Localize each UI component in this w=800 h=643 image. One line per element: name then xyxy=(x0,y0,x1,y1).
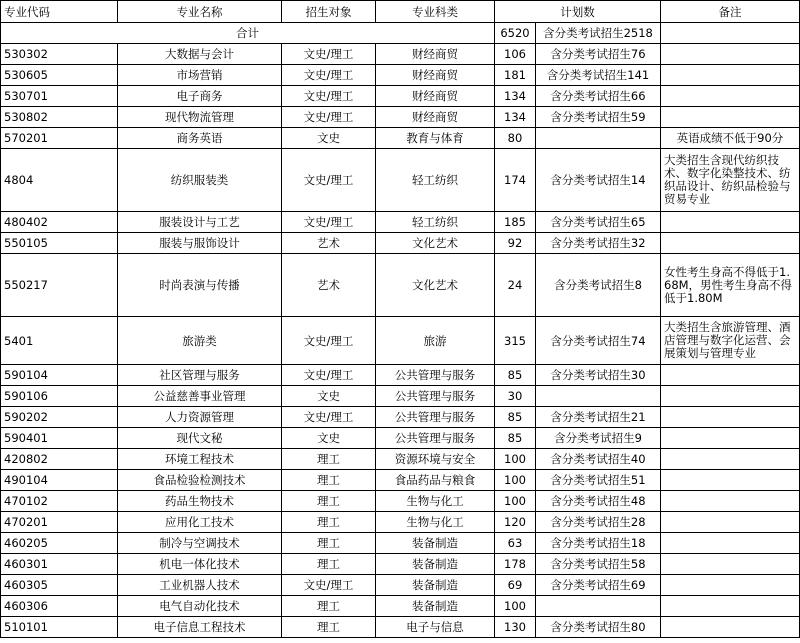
enroll-target: 艺术 xyxy=(282,254,376,317)
enroll-target: 理工 xyxy=(282,554,376,575)
major-code: 530302 xyxy=(1,44,118,65)
table-row xyxy=(1,86,800,107)
table-row xyxy=(1,596,800,617)
remark xyxy=(661,407,800,428)
enroll-target: 文史/理工 xyxy=(282,575,376,596)
table-row xyxy=(1,128,800,149)
table-row xyxy=(1,107,800,128)
major-code: 530802 xyxy=(1,107,118,128)
plan-quota: 含分类考试招生40 xyxy=(536,449,661,470)
plan-count: 134 xyxy=(495,107,536,128)
table-row xyxy=(1,449,800,470)
major-category: 轻工纺织 xyxy=(376,149,495,212)
remark xyxy=(661,233,800,254)
major-code: 460301 xyxy=(1,554,118,575)
major-category: 旅游 xyxy=(376,317,495,365)
enroll-target: 文史/理工 xyxy=(282,86,376,107)
remark xyxy=(661,449,800,470)
plan-quota xyxy=(536,128,661,149)
plan-quota xyxy=(536,386,661,407)
major-code: 550217 xyxy=(1,254,118,317)
major-category: 装备制造 xyxy=(376,596,495,617)
remark xyxy=(661,386,800,407)
major-code: 480402 xyxy=(1,212,118,233)
plan-count: 100 xyxy=(495,491,536,512)
major-category: 公共管理与服务 xyxy=(376,428,495,449)
major-category: 食品药品与粮食 xyxy=(376,470,495,491)
major-code: 460305 xyxy=(1,575,118,596)
major-code: 550105 xyxy=(1,233,118,254)
major-name: 应用化工技术 xyxy=(118,512,282,533)
major-name: 公益慈善事业管理 xyxy=(118,386,282,407)
header-code: 专业代码 xyxy=(1,1,118,23)
plan-quota: 含分类考试招生51 xyxy=(536,470,661,491)
plan-quota: 含分类考试招生66 xyxy=(536,86,661,107)
plan-count: 174 xyxy=(495,149,536,212)
remark xyxy=(661,86,800,107)
major-category: 装备制造 xyxy=(376,575,495,596)
plan-count: 69 xyxy=(495,575,536,596)
remark xyxy=(661,470,800,491)
plan-count: 85 xyxy=(495,407,536,428)
plan-quota: 含分类考试招生141 xyxy=(536,65,661,86)
major-name: 环境工程技术 xyxy=(118,449,282,470)
major-category: 生物与化工 xyxy=(376,491,495,512)
major-code: 590104 xyxy=(1,365,118,386)
plan-quota: 含分类考试招生48 xyxy=(536,491,661,512)
remark xyxy=(661,212,800,233)
enroll-target: 文史/理工 xyxy=(282,44,376,65)
plan-quota: 含分类考试招生80 xyxy=(536,617,661,638)
major-name: 食品检验检测技术 xyxy=(118,470,282,491)
plan-count: 63 xyxy=(495,533,536,554)
header-note: 备注 xyxy=(661,1,800,23)
plan-count: 106 xyxy=(495,44,536,65)
major-name: 服装与服饰设计 xyxy=(118,233,282,254)
table-row xyxy=(1,428,800,449)
major-category: 装备制造 xyxy=(376,533,495,554)
remark xyxy=(661,365,800,386)
major-name: 大数据与会计 xyxy=(118,44,282,65)
total-quota: 含分类考试招生2518 xyxy=(536,23,661,44)
major-name: 人力资源管理 xyxy=(118,407,282,428)
plan-quota: 含分类考试招生32 xyxy=(536,233,661,254)
remark xyxy=(661,512,800,533)
major-category: 轻工纺织 xyxy=(376,212,495,233)
enroll-target: 理工 xyxy=(282,512,376,533)
plan-count: 100 xyxy=(495,449,536,470)
plan-quota: 含分类考试招生65 xyxy=(536,212,661,233)
major-code: 470201 xyxy=(1,512,118,533)
major-category: 装备制造 xyxy=(376,554,495,575)
major-code: 570201 xyxy=(1,128,118,149)
enroll-target: 理工 xyxy=(282,596,376,617)
major-name: 时尚表演与传播 xyxy=(118,254,282,317)
table-row xyxy=(1,533,800,554)
enroll-target: 理工 xyxy=(282,449,376,470)
remark: 女性考生身高不得低于1.68M，男性考生身高不得低于1.80M xyxy=(661,254,800,317)
plan-quota: 含分类考试招生18 xyxy=(536,533,661,554)
major-name: 纺织服装类 xyxy=(118,149,282,212)
remark: 英语成绩不低于90分 xyxy=(661,128,800,149)
table-row xyxy=(1,233,800,254)
plan-count: 181 xyxy=(495,65,536,86)
major-code: 490104 xyxy=(1,470,118,491)
major-name: 电气自动化技术 xyxy=(118,596,282,617)
major-name: 社区管理与服务 xyxy=(118,365,282,386)
header-name: 专业名称 xyxy=(118,1,282,23)
major-category: 教育与体育 xyxy=(376,128,495,149)
major-name: 电子信息工程技术 xyxy=(118,617,282,638)
plan-count: 134 xyxy=(495,86,536,107)
enroll-target: 文史 xyxy=(282,428,376,449)
header-category: 专业科类 xyxy=(376,1,495,23)
plan-quota: 含分类考试招生21 xyxy=(536,407,661,428)
remark xyxy=(661,554,800,575)
major-code: 510101 xyxy=(1,617,118,638)
plan-quota: 含分类考试招生59 xyxy=(536,107,661,128)
major-category: 财经商贸 xyxy=(376,107,495,128)
major-name: 现代物流管理 xyxy=(118,107,282,128)
plan-count: 92 xyxy=(495,233,536,254)
major-category: 文化艺术 xyxy=(376,254,495,317)
major-name: 电子商务 xyxy=(118,86,282,107)
major-code: 530701 xyxy=(1,86,118,107)
major-category: 生物与化工 xyxy=(376,512,495,533)
major-code: 5401 xyxy=(1,317,118,365)
table-row xyxy=(1,365,800,386)
major-name: 商务英语 xyxy=(118,128,282,149)
remark xyxy=(661,575,800,596)
remark xyxy=(661,533,800,554)
plan-count: 24 xyxy=(495,254,536,317)
total-count: 6520 xyxy=(495,23,536,44)
major-code: 590106 xyxy=(1,386,118,407)
major-category: 公共管理与服务 xyxy=(376,365,495,386)
total-row xyxy=(1,23,800,44)
major-name: 市场营销 xyxy=(118,65,282,86)
remark xyxy=(661,107,800,128)
enroll-target: 理工 xyxy=(282,491,376,512)
total-label: 合计 xyxy=(1,23,495,44)
major-category: 公共管理与服务 xyxy=(376,386,495,407)
plan-count: 100 xyxy=(495,596,536,617)
plan-quota xyxy=(536,596,661,617)
major-category: 电子与信息 xyxy=(376,617,495,638)
major-category: 财经商贸 xyxy=(376,86,495,107)
major-name: 制冷与空调技术 xyxy=(118,533,282,554)
major-code: 590202 xyxy=(1,407,118,428)
major-name: 服装设计与工艺 xyxy=(118,212,282,233)
plan-quota: 含分类考试招生69 xyxy=(536,575,661,596)
major-category: 财经商贸 xyxy=(376,44,495,65)
plan-quota: 含分类考试招生9 xyxy=(536,428,661,449)
enroll-target: 文史/理工 xyxy=(282,317,376,365)
table-row xyxy=(1,212,800,233)
enroll-target: 文史 xyxy=(282,128,376,149)
plan-count: 178 xyxy=(495,554,536,575)
table-row xyxy=(1,470,800,491)
plan-count: 85 xyxy=(495,365,536,386)
plan-quota: 含分类考试招生8 xyxy=(536,254,661,317)
header-target: 招生对象 xyxy=(282,1,376,23)
major-category: 财经商贸 xyxy=(376,65,495,86)
enroll-target: 文史 xyxy=(282,386,376,407)
major-name: 机电一体化技术 xyxy=(118,554,282,575)
enroll-target: 艺术 xyxy=(282,233,376,254)
major-code: 460306 xyxy=(1,596,118,617)
table-row xyxy=(1,617,800,638)
header-plan: 计划数 xyxy=(495,1,661,23)
table-row xyxy=(1,317,800,365)
table-row xyxy=(1,512,800,533)
enroll-target: 文史/理工 xyxy=(282,65,376,86)
plan-quota: 含分类考试招生58 xyxy=(536,554,661,575)
table-row xyxy=(1,44,800,65)
plan-count: 130 xyxy=(495,617,536,638)
major-category: 公共管理与服务 xyxy=(376,407,495,428)
plan-quota: 含分类考试招生74 xyxy=(536,317,661,365)
remark xyxy=(661,491,800,512)
major-code: 420802 xyxy=(1,449,118,470)
table-row xyxy=(1,554,800,575)
enroll-target: 文史/理工 xyxy=(282,149,376,212)
major-name: 旅游类 xyxy=(118,317,282,365)
enroll-target: 文史/理工 xyxy=(282,212,376,233)
table-row xyxy=(1,254,800,317)
enroll-target: 理工 xyxy=(282,470,376,491)
remark xyxy=(661,65,800,86)
plan-quota: 含分类考试招生28 xyxy=(536,512,661,533)
major-code: 530605 xyxy=(1,65,118,86)
table-row xyxy=(1,65,800,86)
header-row xyxy=(1,1,800,23)
plan-count: 30 xyxy=(495,386,536,407)
plan-quota: 含分类考试招生76 xyxy=(536,44,661,65)
plan-count: 120 xyxy=(495,512,536,533)
remark: 大类招生含现代纺织技术、数字化染整技术、纺织品设计、纺织品检验与贸易专业 xyxy=(661,149,800,212)
table-row xyxy=(1,491,800,512)
plan-count: 185 xyxy=(495,212,536,233)
total-note xyxy=(661,23,800,44)
remark xyxy=(661,596,800,617)
major-name: 药品生物技术 xyxy=(118,491,282,512)
plan-quota: 含分类考试招生30 xyxy=(536,365,661,386)
major-category: 文化艺术 xyxy=(376,233,495,254)
major-code: 470102 xyxy=(1,491,118,512)
table-row xyxy=(1,149,800,212)
enroll-target: 文史/理工 xyxy=(282,407,376,428)
major-category: 资源环境与安全 xyxy=(376,449,495,470)
enroll-target: 文史/理工 xyxy=(282,365,376,386)
plan-count: 100 xyxy=(495,470,536,491)
major-name: 工业机器人技术 xyxy=(118,575,282,596)
major-code: 590401 xyxy=(1,428,118,449)
major-code: 4804 xyxy=(1,149,118,212)
plan-count: 85 xyxy=(495,428,536,449)
remark: 大类招生含旅游管理、酒店管理与数字化运营、会展策划与管理专业 xyxy=(661,317,800,365)
remark xyxy=(661,617,800,638)
major-code: 460205 xyxy=(1,533,118,554)
enroll-target: 理工 xyxy=(282,533,376,554)
enroll-target: 理工 xyxy=(282,617,376,638)
remark xyxy=(661,44,800,65)
plan-count: 315 xyxy=(495,317,536,365)
table-row xyxy=(1,575,800,596)
table-row xyxy=(1,407,800,428)
major-name: 现代文秘 xyxy=(118,428,282,449)
remark xyxy=(661,428,800,449)
plan-count: 80 xyxy=(495,128,536,149)
enroll-target: 文史/理工 xyxy=(282,107,376,128)
plan-quota: 含分类考试招生14 xyxy=(536,149,661,212)
table-row xyxy=(1,386,800,407)
